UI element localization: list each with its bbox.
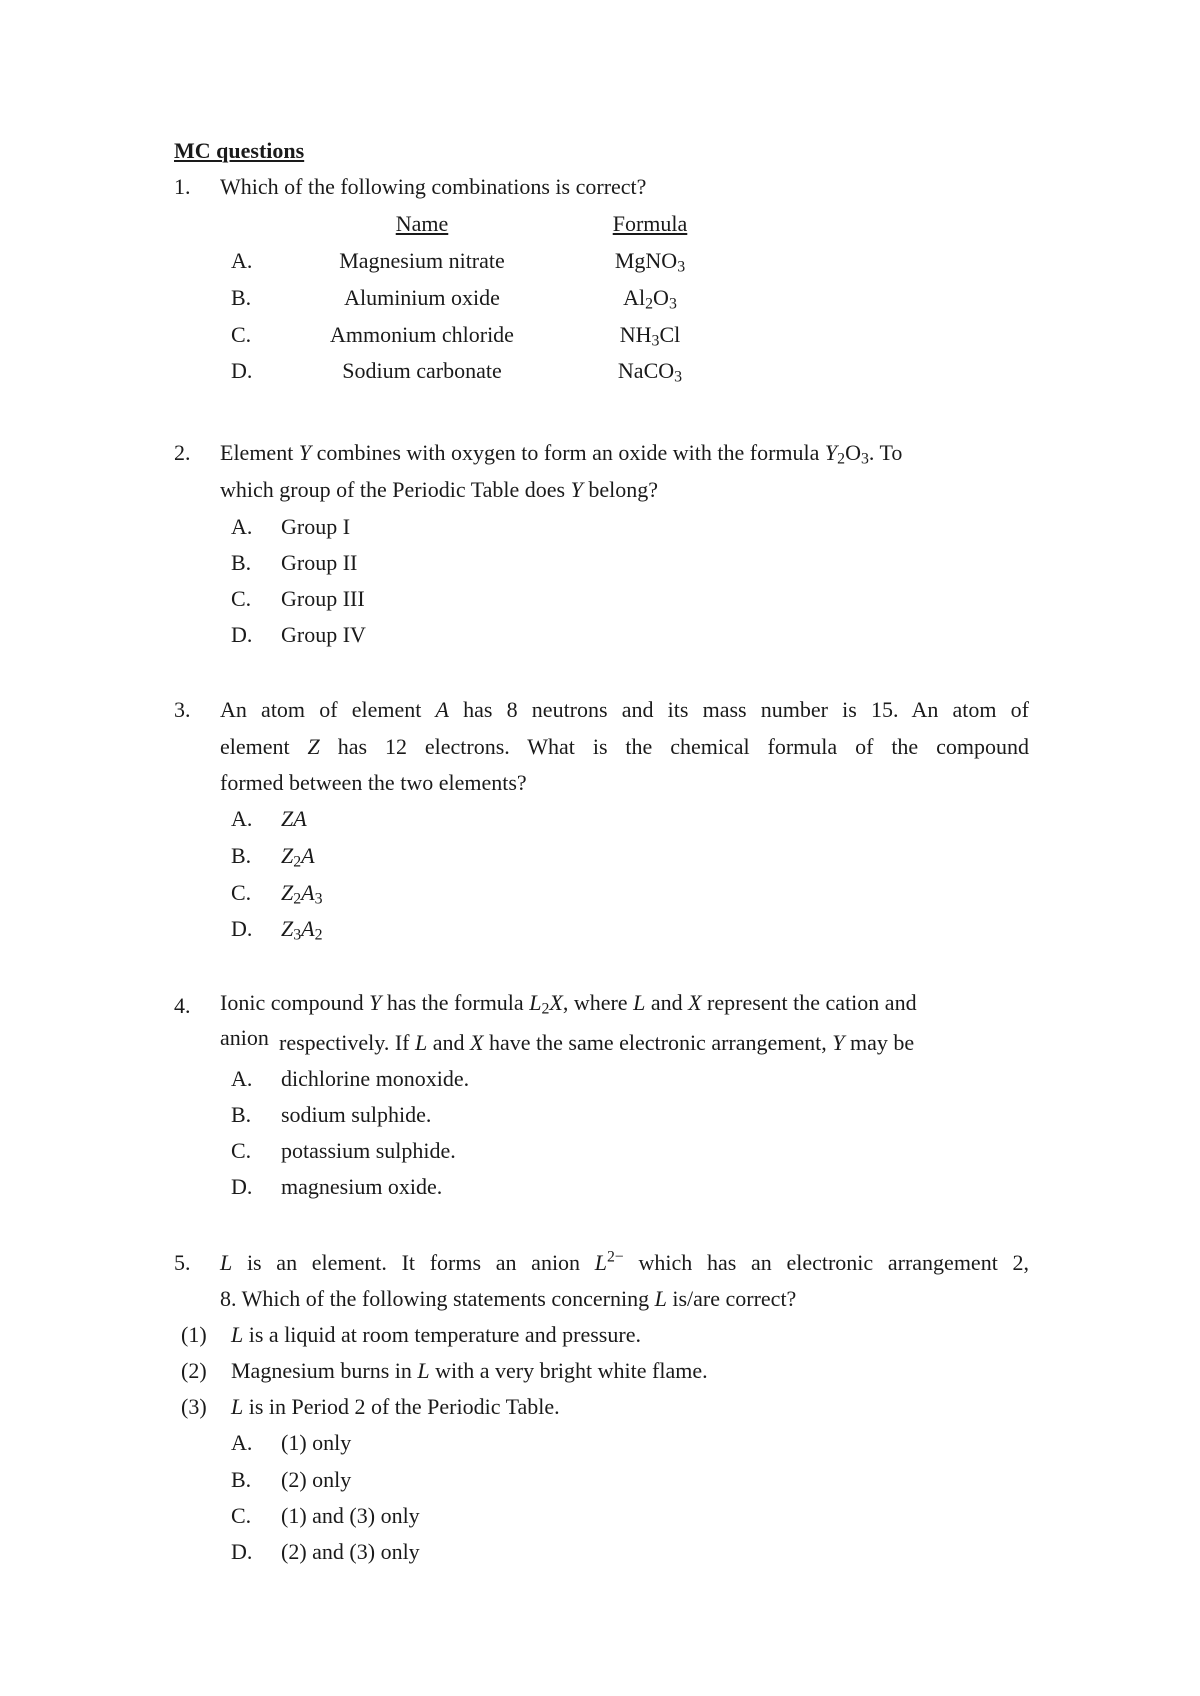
q2-option-a-letter: A. (231, 514, 253, 539)
q3-option-b-formula: $Z_2A$ (281, 843, 315, 871)
q3-option-d-formula: $Z_3A_2$ (281, 916, 323, 944)
q5-statement-3-number: (3) (181, 1394, 207, 1419)
question-3-number: 3. (174, 697, 191, 722)
q5-option-d-text: (2) and (3) only (281, 1539, 420, 1564)
q5-option-d-letter: D. (231, 1539, 253, 1564)
q5-statement-1-number: (1) (181, 1322, 207, 1347)
q1-option-b-name: Aluminium oxide (344, 285, 500, 310)
q2-option-d-text: Group IV (281, 622, 366, 647)
q1-option-a-letter: A. (231, 248, 253, 273)
q2-option-b-text: Group II (281, 550, 358, 575)
q1-option-c-formula: $NH_3Cl$ (619, 322, 681, 350)
q2-option-b-letter: B. (231, 550, 252, 575)
question-5-stem-line-2: 8. Which of the following statements concerning L is/are correct? (220, 1286, 797, 1311)
q4-option-b-text: sodium sulphide. (281, 1102, 432, 1127)
question-2-number: 2. (174, 440, 191, 465)
q1-option-d-letter: D. (231, 358, 253, 383)
q5-option-b-text: (2) only (281, 1467, 352, 1492)
q1-option-a-name: Magnesium nitrate (339, 248, 505, 273)
column-header-formula: Formula (612, 211, 688, 236)
q5-option-a-letter: A. (231, 1430, 253, 1455)
q1-option-d-formula: NaCO$_3$ (617, 358, 683, 386)
q1-option-c-letter: C. (231, 322, 252, 347)
q5-option-c-text: (1) and (3) only (281, 1503, 420, 1528)
q4-option-b-letter: B. (231, 1102, 252, 1127)
question-3-stem-line-2: element Z has 12 electrons. What is the chemical formula of the compound (220, 734, 1029, 759)
q4-option-c-text: potassium sulphide. (281, 1138, 456, 1163)
question-5-number: 5. (174, 1250, 191, 1275)
q4-option-a-letter: A. (231, 1066, 253, 1091)
q3-option-a-formula: ZA (281, 806, 307, 831)
question-4-number: 4. (174, 993, 191, 1018)
question-4-stem-line-2a: anion (220, 1025, 269, 1050)
q5-option-b-letter: B. (231, 1467, 252, 1492)
question-4-stem-line-2b: respectively. If L and X have the same electronic arrangement, Y may be (279, 1030, 915, 1055)
question-5-stem-line-1: L is an element. It forms an anion $L^{2-}$ which has an electronic arrangement 2, (220, 1248, 1029, 1275)
q5-statement-2-number: (2) (181, 1358, 207, 1383)
q3-option-c-formula: $Z_2A_3$ (281, 880, 323, 908)
q1-option-c-name: Ammonium chloride (330, 322, 514, 347)
q3-option-a-letter: A. (231, 806, 253, 831)
q3-option-b-letter: B. (231, 843, 252, 868)
q4-option-d-text: magnesium oxide. (281, 1174, 443, 1199)
q5-option-a-text: (1) only (281, 1430, 352, 1455)
question-4-stem-line-1: Ionic compound Y has the formula $L_2X$, where L and X represent the cation and (220, 990, 917, 1018)
q4-option-c-letter: C. (231, 1138, 252, 1163)
q2-option-c-text: Group III (281, 586, 365, 611)
q1-option-b-letter: B. (231, 285, 252, 310)
question-3-stem-line-1: An atom of element A has 8 neutrons and its mass number is 15. An atom of (220, 697, 1029, 722)
q4-option-a-text: dichlorine monoxide. (281, 1066, 470, 1091)
q1-option-d-name: Sodium carbonate (342, 358, 502, 383)
q5-statement-3-text: L is in Period 2 of the Periodic Table. (231, 1394, 560, 1419)
question-1-number: 1. (174, 174, 191, 199)
question-1-stem: Which of the following combinations is correct? (220, 174, 647, 199)
column-header-name: Name (395, 211, 449, 236)
q4-option-d-letter: D. (231, 1174, 253, 1199)
q2-option-c-letter: C. (231, 586, 252, 611)
q1-option-a-formula: MgNO$_3$ (614, 248, 686, 276)
q2-option-d-letter: D. (231, 622, 253, 647)
question-3-stem-line-3: formed between the two elements? (220, 770, 527, 795)
q1-option-b-formula: $Al_2O_3$ (623, 285, 677, 313)
q3-option-c-letter: C. (231, 880, 252, 905)
q5-option-c-letter: C. (231, 1503, 252, 1528)
q3-option-d-letter: D. (231, 916, 253, 941)
q5-statement-2-text: Magnesium burns in L with a very bright white flame. (231, 1358, 708, 1383)
q2-option-a-text: Group I (281, 514, 351, 539)
question-2-stem-line-1: Element Y combines with oxygen to form an oxide with the formula $Y_2O_3$. To (220, 440, 903, 468)
question-2-stem-line-2: which group of the Periodic Table does Y belong? (220, 477, 658, 502)
q5-statement-1-text: L is a liquid at room temperature and pressure. (231, 1322, 641, 1347)
page-title: MC questions (174, 138, 305, 163)
